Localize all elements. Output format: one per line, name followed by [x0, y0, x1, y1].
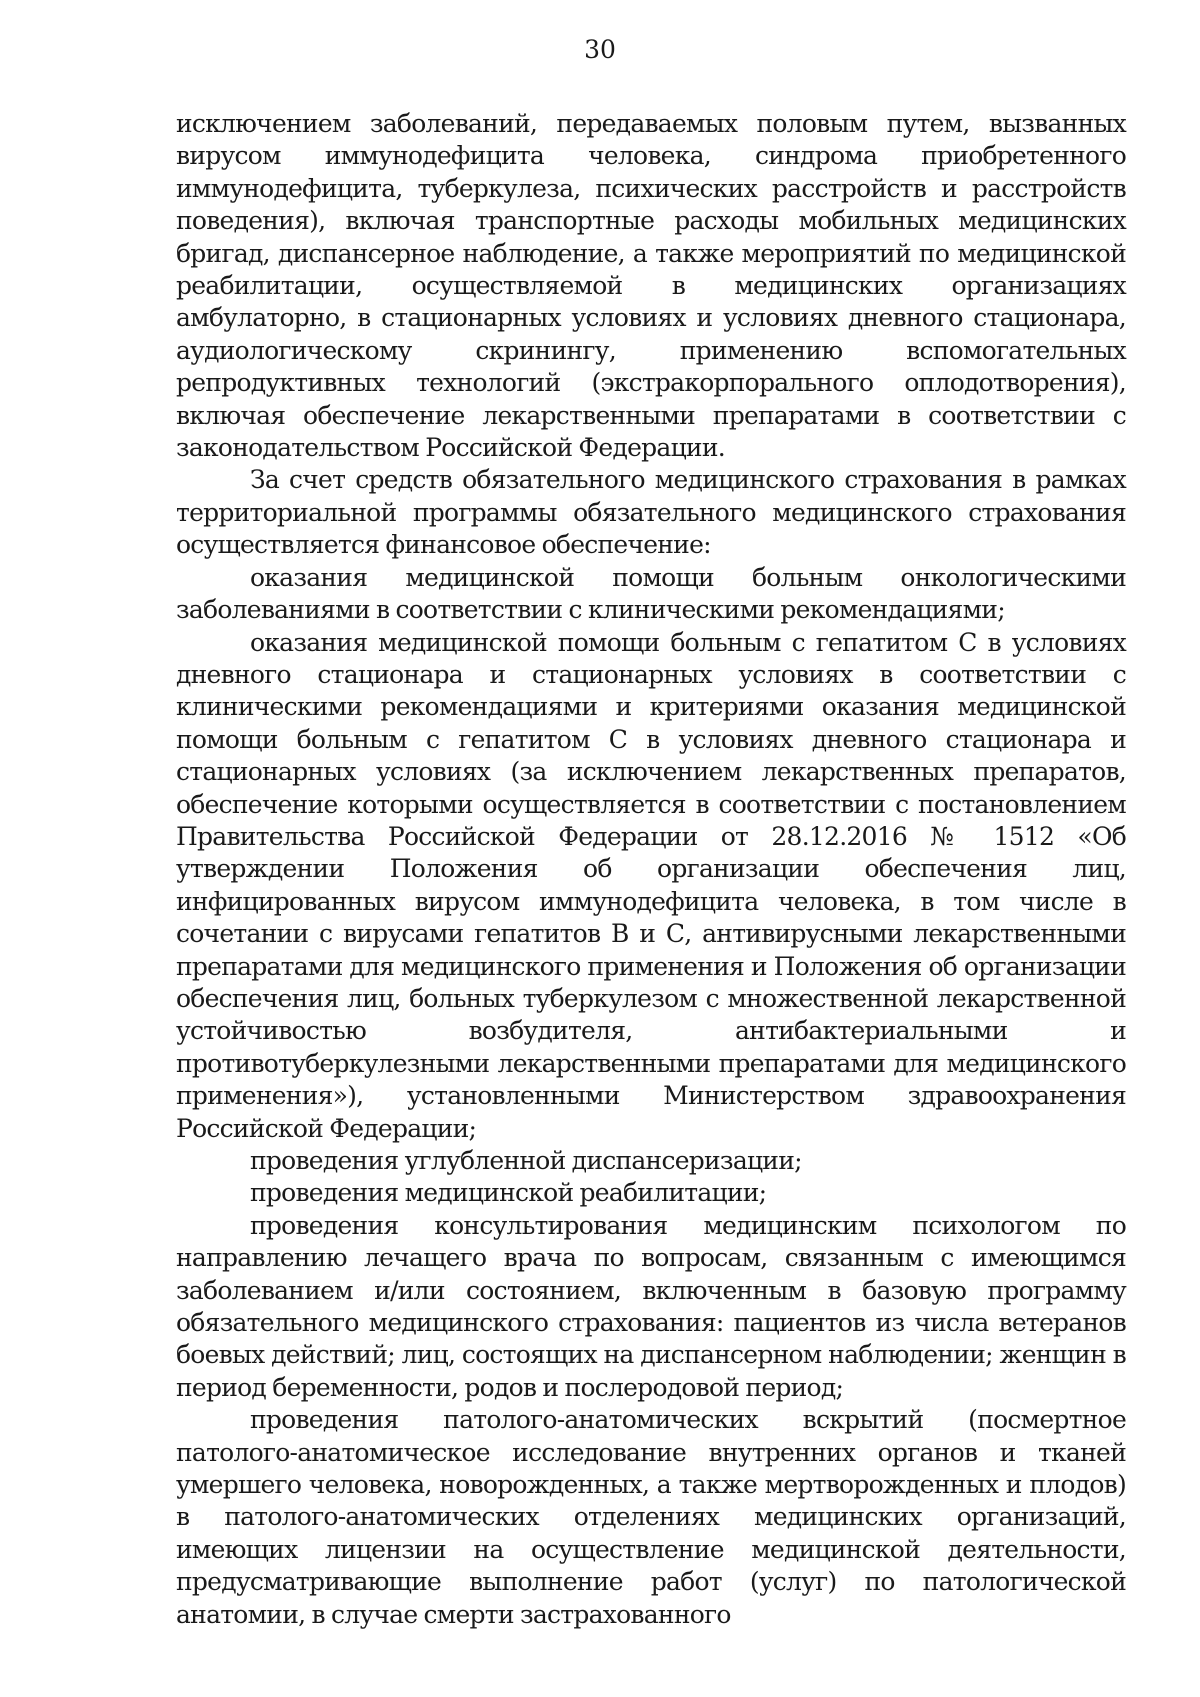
paragraph-oncology: оказания медицинской помощи больным онкологическими заболеваниями в соответствии с клиническими рекомендациями; [176, 562, 1126, 625]
paragraph-continuation: исключением заболеваний, передаваемых половым путем, вызванных вирусом иммунодефицита человека, синдрома приобретенного иммунодефицита, туберкулеза, психических расстройств и расстройств поведения), включая транспортные расходы мобильных медицинских бригад, диспансерное наблюдение, а также мероприятий по медицинской реабилитации, осуществляемой в медицинских организациях амбулаторно, в стационарных условиях и условиях дневного стационара, аудиологическому скринингу, применению вспомогательных репродуктивных технологий (экстракорпорального оплодотворения), включая обеспечение лекарственными препаратами в соответствии с законодательством Российской Федерации. [176, 109, 1126, 463]
paragraph-dispensarization: проведения углубленной диспансеризации; [250, 1146, 802, 1175]
paragraph-financing-intro: За счет средств обязательного медицинского страхования в рамках территориальной программы обязательного медицинского страхования осуществляется финансовое обеспечение: [176, 465, 1126, 560]
paragraph-rehabilitation: проведения медицинской реабилитации; [250, 1178, 767, 1208]
paragraph-psychologist: проведения консультирования медицинским психологом по направлению лечащего врача по вопросам, связанным с имеющимся заболеванием и/или состоянием, включенным в базовую программу обязательного медицинского страхования: пациентов из числа ветеранов боевых действий; лиц, состоящих на диспансерном наблюдении; женщин в период беременности, родов и послеродовой период; [176, 1210, 1126, 1402]
paragraph-autopsies: проведения патолого-анатомических вскрытий (посмертное патолого-анатомическое исследование внутренних органов и тканей умершего человека, новорожденных, а также мертворожденных и плодов) в патолого-анатомических отделениях медицинских организаций, имеющих лицензии на осуществление медицинской деятельности, предусматривающие выполнение работ (услуг) по патологической анатомии, в случае смерти застрахованного [176, 1405, 1126, 1629]
document-body [176, 108, 1126, 1631]
page-number: 30 [584, 35, 616, 64]
paragraph-hepatitis-c: оказания медицинской помощи больным с гепатитом С в условиях дневного стационара и стационарных условиях в соответствии с клиническими рекомендациями и критериями оказания медицинской помощи больным с гепатитом С в условиях дневного стационара и стационарных условиях (за исключением лекарственных препаратов, обеспечение которыми осуществляется в соответствии с постановлением Правительства Российской Федерации от 28.12.2016 № 1512 «Об утверждении Положения об организации обеспечения лиц, инфицированных вирусом иммунодефицита человека, в том числе в сочетании с вирусами гепатитов В и С, антивирусными лекарственными препаратами для медицинского применения и Положения об организации обеспечения лиц, больных туберкулезом с множественной лекарственной устойчивостью возбудителя, антибактериальными и противотуберкулезными лекарственными препаратами для медицинского применения»), установленными Министерством здравоохранения Российской Федерации; [176, 627, 1126, 1143]
